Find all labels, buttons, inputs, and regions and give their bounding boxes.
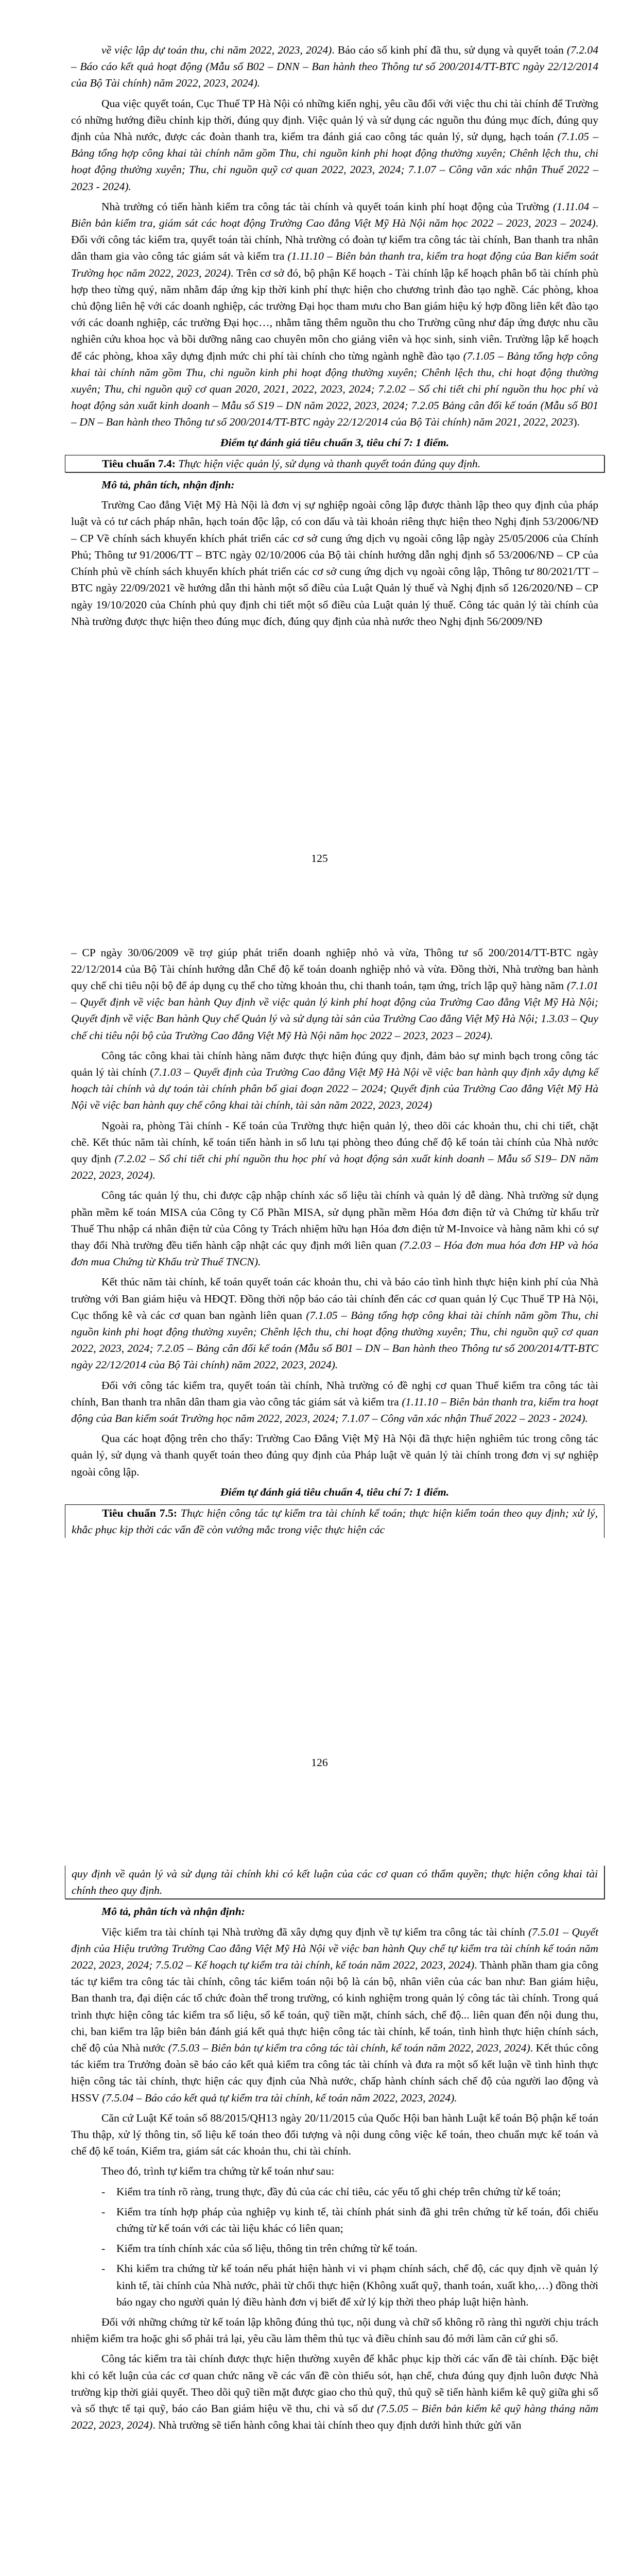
evidence-citation: về việc lập dự toán thu, chi năm 2022, 2023, 2024) [101, 44, 332, 56]
bullet-dash-icon: - [101, 2242, 106, 2255]
page-127 [0, 1808, 639, 2576]
paragraph [71, 2314, 598, 2347]
list-item-text: Khi kiểm tra chứng từ kế toán nếu phát hiện hành vi vi phạm chính sách, chế độ, các quy định về quản lý kinh tế, tài chính của Nhà nước, phải từ chối thực hiện (Không xuất quỹ, thanh toán, xuất kho,…) đồng thời báo ngay cho người quản lý điều hành đơn vị biết để xử lý kịp thời theo pháp luật hiện hành. [116, 2262, 598, 2308]
paragraph-text: Theo đó, trình tự kiểm tra chứng từ kế toán như sau: [101, 2165, 335, 2178]
paragraph [71, 42, 598, 92]
self-assessment-score: Điểm tự đánh giá tiêu chuẩn 3, tiêu chí 7: 1 điểm. [220, 436, 450, 449]
evidence-citation: (7.1.01 – Quyết định về việc ban hành Quy định về việc quản lý kinh phí hoạt động của Trường Cao đẳng Việt Mỹ Hà Nội; Quyết định về việc Ban hành Quy chế Quản lý và sử dụng tài sản của Trường Cao đẳng Việt Mỹ Hà Nội; 1.3.03 – Quy chế chi tiêu nội bộ của Trường Cao đẳng Việt Mỹ Hà Nội năm học 2022 – 2023, 2023 – 2024). [71, 979, 598, 1042]
page-body [71, 1866, 598, 2437]
evidence-citation: (7.5.04 – Báo cáo kết quả tự kiểm tra tài chính, kế toán năm 2022, 2023, 2024). [102, 2091, 457, 2104]
paragraph [71, 2163, 598, 2179]
paragraph-text: Nhà trường có tiến hành kiểm tra công tác tài chính và quyết toán kinh phí hoạt động của Trường [101, 200, 553, 213]
self-assessment-score: Điểm tự đánh giá tiêu chuẩn 4, tiêu chí 7: 1 điểm. [220, 1485, 450, 1498]
bullet-dash-icon: - [101, 2185, 106, 2198]
evidence-citation: (7.1.05 – Bảng tổng hợp công khai tài chính năm gồm Thu, chi nguồn kinh phi hoạt động thường xuyên; Chênh lệch thu, chi hoạt động thường xuyên; Thu, chi nguồn quỹ cơ quan 2022, 2023, 2024; 7.1.07 – Công văn xác nhận Thuế 2022 – 2023 - 2024). [71, 130, 598, 193]
section-heading: Mô tả, phân tích và nhận định: [101, 1905, 246, 1918]
evidence-citation: (7.5.05 – Biên bản kiểm kê quỹ hàng tháng năm 2022, 2023, 2024) [71, 2402, 598, 2432]
evidence-citation: (1.11.10 – Biên bản thanh tra, kiểm tra hoạt động của Ban kiểm soát Trường học năm 2022, 2023, 2024) [71, 250, 598, 279]
paragraph-text: – CP ngày 30/06/2009 về trợ giúp phát triển doanh nghiệp nhỏ và vừa, Thông tư số 200/2014/TT-BTC ngày 22/12/2014 của Bộ Tài chính hướng dẫn Chế độ kế toán doanh nghiệp nhỏ và vừa. Đồng thời, Nhà trường ban hành quy chế chi tiêu nội bộ để áp dụng cụ thể cho từng khoản thu, chi thanh toán, tạm ứng, trích lập quỹ hàng năm [71, 946, 598, 992]
page-125 [0, 0, 639, 904]
evidence-citation: (7.2.04 – Báo cáo kết quả hoạt động (Mẫu số B02 – DNN – Ban hành theo Thông tư số 200/2014/TT-BTC ngày 22/12/2014 của Bộ Tài chính) năm 2022, 2023, 2024). [71, 44, 598, 90]
paragraph-text: Trường Cao đẳng Việt Mỹ Hà Nội là đơn vị sự nghiệp ngoài công lập được thành lập theo quy định của pháp luật và có tư cách pháp nhân, hạch toán độc lập, có con dấu và tài khoản riêng thực hiện theo Nghị định 53/2006/NĐ – CP Về chính sách khuyến khích phát triển các cơ sở cung ứng dịch vụ ngoài công lập ngày 25/05/2006 của Chính Phủ; Thông tư 91/2006/TT – BTC ngày 02/10/2006 của Bộ tài chính hướng dẫn nghị định số 53/2006/NĐ – CP của Chính phủ về chính sách khuyến khích phát triển các cơ sở cung ứng dịch vụ ngoài công lập, Thông tư 80/2021/TT – BTC ngày 22/09/2021 về hướng dẫn thi hành một số điều của Luật Quản lý thuế và Nghị định số 126/2020/NĐ – CP ngày 19/10/2020 của Chính phủ quy định chi tiết một số điều của Luật quản lý thuế. Công tác quản lý tài chính của Nhà trường được thực hiện theo đúng mục đích, đúng quy định của nhà nước theo Nghị định 56/2009/NĐ [71, 499, 598, 628]
evidence-citation: (1.11.10 – Biên bản thanh tra, kiểm tra hoạt động của Ban kiểm soát Trường học năm 2022, 2023, 2024; 7.1.07 – Công văn xác nhận Thuế 2022 – 2023 - 2024). [71, 1395, 599, 1425]
paragraph-text: Ngoài ra, phòng Tài chính - Kế toán của Trường thực hiện quản lý, theo dõi các khoản thu, chi chi tiết, chặt chẽ. Kết thúc năm tài chính, kế toán tiến hành in sổ lưu tại phòng theo đúng chế độ kế toán tài chính của Nhà nước quy định [71, 1119, 598, 1165]
criterion-text [72, 1505, 598, 1538]
paragraph-text: Đối với công tác kiểm tra, quyết toán tài chính, Nhà trường có đề nghị cơ quan Thuế kiểm tra công tác tài chính, Ban thanh tra nhân dân tham gia vào công tác giám sát và kiểm tra [71, 1379, 598, 1408]
list-item-text: Kiểm tra tính rõ ràng, trung thực, đầy đủ của các chỉ tiêu, các yếu tố ghi chép trên chứng từ kế toán; [116, 2185, 561, 2198]
page-body [71, 42, 598, 633]
criterion-description: Thực hiện công tác tự kiểm tra tài chính kế toán; thực hiện kiểm toán theo quy định; xử lý, khắc phục kịp thời các vấn đề còn vướng mắc trong việc thực hiện các [72, 1507, 598, 1536]
paragraph-text: Kết thúc năm tài chính, kế toán quyết toán các khoản thu, chi và báo cáo tình hình thực hiện kinh phí của Nhà trường với Ban giám hiệu và HĐQT. Đồng thời nộp báo cáo tài chính đến các cơ quan quản lý Cục Thuế TP Hà Nội, Cục thống kê và các cơ quan ban ngành liên quan [71, 1276, 598, 1321]
evidence-citation: (7.1.05 – Bảng tổng hợp công khai tài chính năm gồm Thu, chi nguồn kinh phi hoạt động thường xuyên; Chênh lệch thu, chi hoạt động thường xuyên; Thu, chi nguồn quỹ cơ quan 2022, 2023, 2024; 7.2.05 – Bảng cân đối kế toán (Mẫu số B01 – DN – Ban hành theo Thông tư số 200/2014/TT-BTC ngày 22/12/2014 của Bộ Tài chính) năm 2022, 2023, 2024). [71, 1309, 598, 1371]
paragraph [71, 2110, 598, 2160]
paragraph [71, 1924, 598, 2106]
paragraph-text: Đối với những chứng từ kế toán lập không đúng thủ tục, nội dung và chữ số không rõ ràng thì người chịu trách nhiệm kiểm tra hoặc ghi sổ phải trả lại, yêu cầu làm thêm thủ tục và điều chỉnh sau đó mới làm căn cứ ghi sổ. [71, 2316, 598, 2345]
section-heading: Mô tả, phân tích, nhận định: [101, 479, 235, 492]
paragraph-text: . Đối với công tác kiểm tra, quyết toán tài chính, Nhà trường có đoàn tự kiểm tra công tác tài chính, Ban thanh tra nhân dân tham gia vào công tác giám sát và kiểm tra [71, 217, 598, 263]
evidence-citation: (7.5.03 – Biên bản tự kiểm tra công tác tài chính, kế toán năm 2022, 2023, 2024) [168, 2042, 530, 2055]
paragraph [71, 1187, 598, 1270]
paragraph-text: Qua việc quyết toán, Cục Thuế TP Hà Nội có những kiến nghị, yêu cầu đối với việc thu chi tài chính để Trường có những hướng điều chỉnh kịp thời, đúng quy định. Việc quản lý và sử dụng các nguồn thu đúng mục đích, đúng quy định của Nhà nước, được các đoàn thanh tra, kiểm tra đánh giá cao công tác quản lý, sử dụng, hạch toán [71, 97, 598, 143]
paragraph [71, 1430, 598, 1480]
paragraph [71, 1047, 598, 1114]
list-item [71, 2183, 598, 2200]
criterion-box [65, 1504, 605, 1538]
paragraph [71, 2350, 598, 2433]
page-number: 126 [311, 1756, 328, 1769]
paragraph [71, 198, 598, 431]
list-item [71, 2240, 598, 2257]
evidence-citation: (1.11.04 – Biên bản kiểm tra, giám sát các hoạt động Trường Cao đẳng Việt Mỹ Hà Nội năm học 2022 – 2023, 2023 – 2024) [71, 200, 598, 230]
paragraph-text: . Kết thúc công tác kiểm tra Trưởng đoàn sẽ báo cáo kết quả kiểm tra công tác tài chính và đưa ra một số kết luận về tình hình thực hiện công tác tài chính, thực hiện các quy định của Nhà nước, chấp hành chính sách chế độ của người lao động và HSSV [71, 2042, 598, 2104]
evidence-citation: (7.1.05 – Bảng tổng hợp công khai tài chính năm gồm Thu, chi nguồn kinh phi hoạt động thường xuyên; Chênh lệch thu, chi hoạt động thường xuyên; Thu, chi nguồn quỹ cơ quan 2020, 2021, 2022, 2023, 2024; 7.2.02 – Sổ chi tiết chi phí nguồn thu học phí và hoạt động sản xuất kinh doanh – Mẫu số S19 – DN năm 2022, 2023, 2024; 7.2.05 Bảng cân đối kế toán (Mẫu số B01 – DN – Ban hành theo Thông tư số 200/2014/TT-BTC ngày 22/12/2014 của Bộ Tài chính) năm 2021, 2022, 2023 [71, 349, 598, 429]
evidence-citation: 7.1.03 – Quyết định của Trường Cao đẳng Việt Mỹ Hà Nội về việc ban hành quy định xây dựng kế hoạch tài chính và dự toán tài chính phân bổ giai đoạn 2022 – 2024; Quyết định của Trường Cao đẳng Việt Mỹ Hà Nội về việc ban hành quy chế công khai tài chính, tài sản năm 2022, 2023, 2024) [71, 1065, 598, 1112]
paragraph [71, 497, 598, 630]
criterion-box-continued [65, 1866, 605, 1899]
paragraph [71, 1274, 598, 1373]
criterion-box [65, 455, 605, 472]
criterion-label: Tiêu chuẩn 7.4: [102, 457, 176, 470]
paragraph [71, 1377, 598, 1427]
paragraph [71, 944, 598, 1044]
paragraph-text: Việc kiểm tra tài chính tại Nhà trường đã xây dựng quy định về tự kiểm tra công tác tài chính [101, 1925, 528, 1938]
paragraph-text: . Trên cơ sở đó, bộ phận Kế hoạch - Tài chính lập kế hoạch phân bổ tài chính phù hợp theo từng quý, năm nhằm đáp ứng kịp thời kinh phí thực hiện cho chương trình đào tạo nghề. Các phòng, khoa chủ động liên hệ với các doanh nghiệp, các trường Đại học tham mưu cho Ban giám hiệu ký hợp đồng liên kết đào tạo với các doanh nghiệp, các trường Đại học…, nhằm tăng thêm nguồn thu cho Trường cũng như đáp ứng được nhu cầu nghiên cứu khoa học và bồi dưỡng nâng cao chuyên môn cho giảng viên và học sinh, sinh viên. Trường lập kế hoạch để các phòng, khoa xây dựng định mức chi phí tài chính cho từng ngành nghề đào tạo [71, 266, 598, 362]
criterion-description: Thực hiện việc quản lý, sử dụng và thanh quyết toán đúng quy định. [176, 457, 481, 470]
list-item [71, 2260, 598, 2310]
evidence-citation: (7.2.02 – Sổ chi tiết chi phí nguồn thu học phí và hoạt động sản xuất kinh doanh – Mẫu số S19– DN năm 2022, 2023, 2024). [71, 1152, 599, 1182]
paragraph-text: Công tác kiểm tra tài chính được thực hiện thường xuyên để khắc phục kịp thời các vấn đề tài chính. Đặc biệt khi có kết luận của các cơ quan chức năng về các vấn đề còn thiếu sót, hạn chế, chưa đúng quy định luôn được Nhà trường kịp thời giải quyết. Theo dõi quỹ tiền mặt được giao cho thủ quỹ, thủ quỹ sẽ tiến hành kiểm kê quỹ giữa ghi sổ và số thực tế tại quỹ, báo cáo Ban giám hiệu về thu, chi và số dư [71, 2352, 598, 2415]
criterion-description: quy định về quản lý và sử dụng tài chính khi có kết luận của các cơ quan có thẩm quyền; thực hiện công khai tài chính theo quy định. [72, 1868, 598, 1897]
list-item-text: Kiểm tra tính hợp pháp của nghiệp vụ kinh tế, tài chính phát sinh đã ghi trên chứng từ kế toán, đối chiếu chứng từ kế toán với các tài liệu khác có liên quan; [116, 2205, 598, 2235]
evidence-citation: (7.5.01 – Quyết định của Hiệu trưởng Trường Cao đẳng Việt Mỹ Hà Nội về việc ban hành Quy chế tự kiểm tra tài chính kế toán năm 2022, 2023, 2024; 7.5.02 – Kế hoạch tự kiểm tra tài chính, kế toán năm 2022, 2023, 2024) [71, 1925, 598, 1972]
paragraph-text: Công tác công khai tài chính hàng năm được thực hiện đúng quy định, đảm bảo sự minh bạch trong công tác quản lý tài chính ( [71, 1049, 598, 1078]
bullet-dash-icon: - [101, 2205, 106, 2218]
paragraph-text: Qua các hoạt động trên cho thấy: Trường Cao Đẳng Việt Mỹ Hà Nội đã thực hiện nghiêm túc trong công tác quản lý, sử dụng và thanh quyết toán theo đúng quy định của Pháp luật về quản lý tài chính trong đơn vị sự nghiệp ngoài công lập. [71, 1432, 598, 1478]
paragraph-text: Căn cứ Luật Kế toán số 88/2015/QH13 ngày 20/11/2015 của Quốc Hội ban hành Luật kế toán Bộ phận kế toán Thu thập, xử lý thông tin, số liệu kế toán theo đối tượng và nội dung công việc kế toán, theo chuẩn mực kế toán và chế độ kế toán, Kiểm tra, giám sát các khoản thu, chi tài chính. [71, 2111, 598, 2158]
criterion-label: Tiêu chuẩn 7.5: [102, 1507, 177, 1519]
list-item [71, 2204, 598, 2236]
paragraph-text: Công tác quản lý thu, chi được cập nhập chính xác số liệu tài chính và quản lý dễ dàng. Nhà trường sử dụng phần mềm kế toán MISA của Công ty Cổ Phần MISA, sử dụng phần mềm Hóa đơn điện tử và Chứng từ khấu trừ Thuế Thu nhập cá nhân điện tử của Công ty Trách nhiệm hữu hạn Hóa đơn điện tử M-Invoice và hàng năm khi có sự thay đổi Nhà trường đều tiến hành cập nhật các quy định mới liên quan [71, 1189, 598, 1251]
criterion-text [72, 455, 598, 472]
list-item-text: Kiểm tra tính chính xác của số liệu, thông tin trên chứng từ kế toán. [116, 2242, 418, 2255]
bullet-dash-icon: - [101, 2262, 106, 2275]
page-number: 125 [311, 852, 328, 865]
paragraph-text: . Thành phần tham gia công tác tự kiểm tra công tác tài chính, công tác kiểm toán nội bộ là cán bộ, nhân viên của các ban như: Ban giám hiệu, Ban thanh tra, đại diện các tổ chức đoàn thể trong trường, có kinh nghiệm trong quản lý công tác tài chính. Trong quá trình thực hiện công tác kiểm tra số liệu, sổ kế toán, quỹ tiền mặt, chính sách, chế độ... liên quan đến nội dung thu, chi, ban kiểm tra lập biên bản đánh giá kết quả thực hiện công tác tài chính, kế toán, tình hình thực hiện chính sách, chế độ của Nhà nước [71, 1959, 598, 2055]
evidence-citation: (7.2.03 – Hóa đơn mua hóa đơn HP và hóa đơn mua Chứng từ Khấu trừ Thuế TNCN). [71, 1239, 598, 1268]
page-body [71, 944, 598, 1538]
paragraph [71, 95, 598, 195]
paragraph-text: . Nhà trường sẽ tiến hành công khai tài chính theo quy định dưới hình thức gửi văn [152, 2419, 522, 2432]
paragraph-text: . Báo cáo số kinh phí đã thu, sử dụng và quyết toán [332, 44, 567, 56]
paragraph [71, 1117, 598, 1184]
page-126 [0, 904, 639, 1808]
paragraph-text: ). [573, 416, 580, 429]
